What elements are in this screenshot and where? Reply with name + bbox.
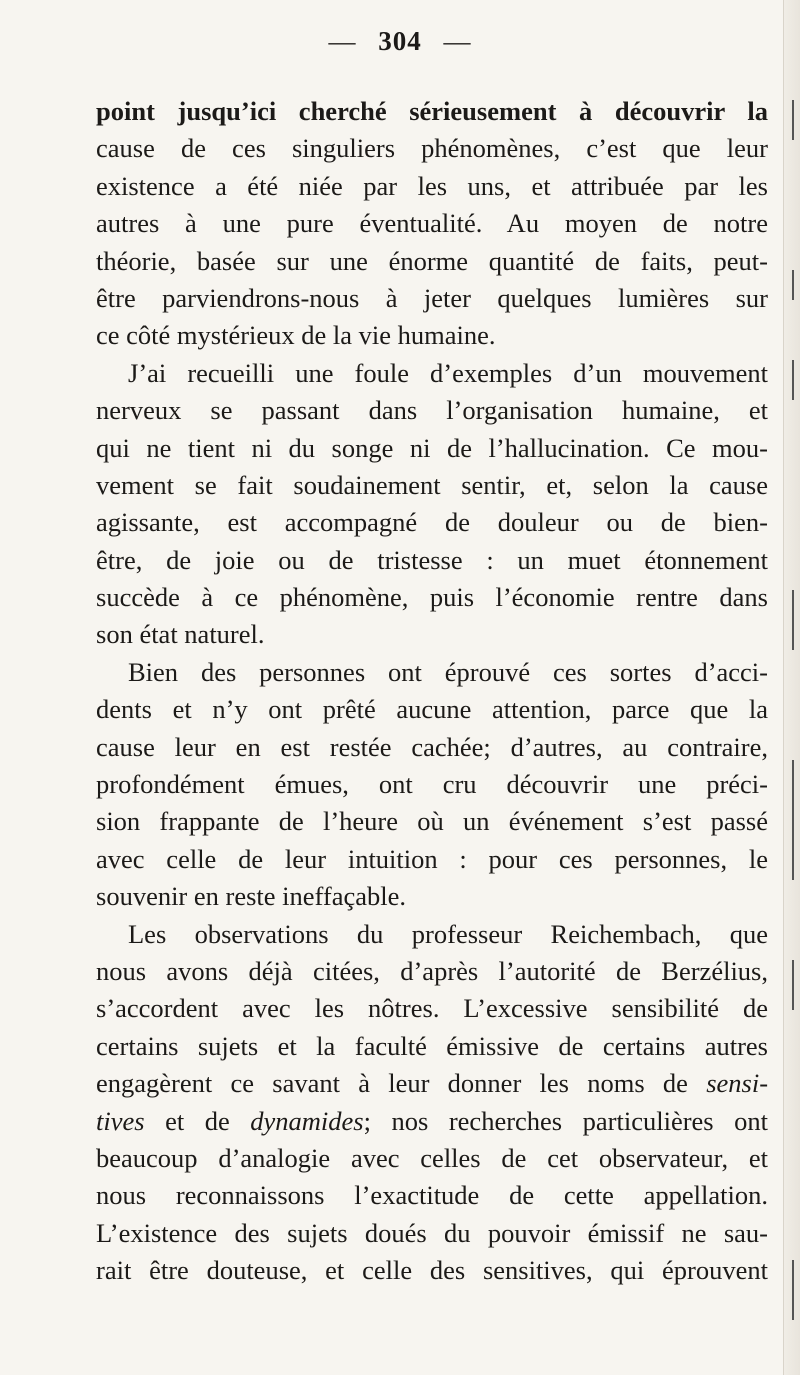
italic-term: dynamides xyxy=(250,1105,364,1136)
text-line: qui ne tient ni du songe ni de l’hallucination. Ce mou- xyxy=(96,432,768,463)
text-line: être parviendrons-nous à jeter quelques lumières sur xyxy=(96,282,768,313)
edge-mark xyxy=(792,590,794,650)
text-line: s’accordent avec les nôtres. L’excessive sensibilité de xyxy=(96,993,768,1024)
text-line: agissante, est accompagné de douleur ou de bien- xyxy=(96,507,768,538)
text-line: souvenir en reste ineffaçable. xyxy=(96,881,407,912)
edge-mark xyxy=(792,270,794,300)
edge-mark xyxy=(792,760,794,880)
text-line: beaucoup d’analogie avec celles de cet observateur, et xyxy=(96,1142,768,1173)
paragraph-1 xyxy=(96,93,768,355)
edge-mark xyxy=(792,360,794,400)
text-line: sion frappante de l’heure où un événement s’est passé xyxy=(96,806,768,837)
text-line: cause leur en est restée cachée; d’autres, au contraire, xyxy=(96,731,768,762)
body-text xyxy=(96,93,768,1290)
paragraph-2 xyxy=(96,355,768,654)
text-line: nous avons déjà citées, d’après l’autorité de Berzélius, xyxy=(96,955,768,986)
text-line: existence a été niée par les uns, et attribuée par les xyxy=(96,170,768,201)
text-run: engagèrent ce savant à leur donner les noms de xyxy=(96,1068,688,1099)
text-run: ; nos recherches particulières ont xyxy=(363,1105,768,1136)
paragraph-4 xyxy=(96,916,768,1290)
text-line: J’ai recueilli une foule d’exemples d’un mouvement xyxy=(128,357,768,388)
text-line: profondément émues, ont cru découvrir une préci- xyxy=(96,769,768,800)
header-dash-left: — xyxy=(328,26,357,56)
text-line: son état naturel. xyxy=(96,619,265,650)
italic-term: tives xyxy=(96,1105,145,1136)
text-line: rait être douteuse, et celle des sensitives, qui éprouvent xyxy=(96,1255,768,1286)
text-line: point jusqu’ici cherché sérieusement à découvrir la xyxy=(96,96,768,126)
text-line: succède à ce phénomène, puis l’économie rentre dans xyxy=(96,582,768,613)
text-line-mixed xyxy=(96,1065,768,1102)
text-run: et de xyxy=(144,1105,251,1136)
text-line: être, de joie ou de tristesse : un muet étonnement xyxy=(96,544,768,575)
page-edge-shadow xyxy=(783,0,800,1375)
text-line: théorie, basée sur une énorme quantité de faits, peut- xyxy=(96,245,768,276)
page-header xyxy=(0,26,800,57)
text-line: ce côté mystérieux de la vie humaine. xyxy=(96,320,496,351)
header-dash-right: — xyxy=(443,26,472,56)
text-line: dents et n’y ont prêté aucune attention, parce que la xyxy=(96,694,768,725)
paragraph-3 xyxy=(96,654,768,916)
edge-mark xyxy=(792,100,794,140)
edge-mark xyxy=(792,960,794,1010)
text-line: certains sujets et la faculté émissive de certains autres xyxy=(96,1030,768,1061)
text-line: nous reconnaissons l’exactitude de cette appellation. xyxy=(96,1180,768,1211)
page-number: 304 xyxy=(378,26,422,56)
text-line-mixed xyxy=(96,1103,768,1140)
text-line: nerveux se passant dans l’organisation humaine, et xyxy=(96,395,768,426)
text-line: avec celle de leur intuition : pour ces personnes, le xyxy=(96,843,768,874)
text-line: autres à une pure éventualité. Au moyen de notre xyxy=(96,208,768,239)
text-line: cause de ces singuliers phénomènes, c’est que leur xyxy=(96,133,768,164)
text-line: vement se fait soudainement sentir, et, selon la cause xyxy=(96,469,768,500)
edge-mark xyxy=(792,1260,794,1320)
text-line: Bien des personnes ont éprouvé ces sortes d’acci- xyxy=(128,656,768,687)
text-line: Les observations du professeur Reichembach, que xyxy=(128,918,768,949)
italic-term: sensi- xyxy=(706,1068,769,1099)
text-line: L’existence des sujets doués du pouvoir émissif ne sau- xyxy=(96,1217,768,1248)
